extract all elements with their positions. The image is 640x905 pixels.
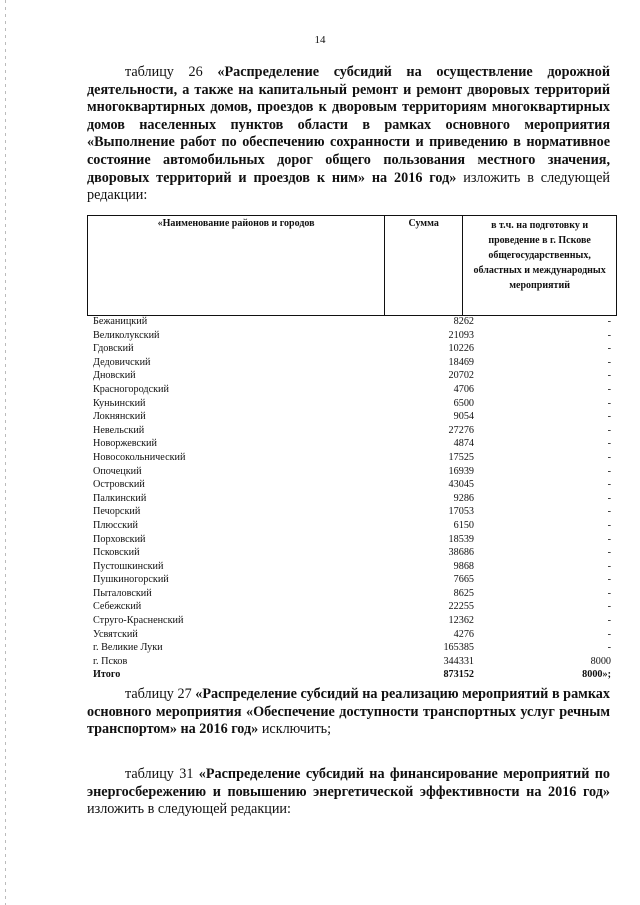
table-row: [87, 410, 617, 424]
sum-value: 8262: [453, 316, 474, 327]
district-name: Новосокольнический: [93, 451, 186, 463]
extra-value: -: [607, 533, 611, 545]
paragraph-lead: таблицу 27: [125, 686, 196, 702]
table-row: [87, 342, 617, 356]
sum-value: 16939: [448, 465, 474, 477]
table-row: [87, 546, 617, 560]
district-name: Пыталовский: [93, 587, 152, 599]
sum-value: 18539: [448, 533, 474, 545]
extra-value: -: [607, 492, 611, 504]
paragraph-lead: таблицу 31: [125, 766, 199, 782]
sum-value: 18469: [448, 356, 474, 368]
column-header-sum: Сумма: [385, 216, 463, 316]
table-total-row: [87, 668, 617, 682]
table-row: [87, 573, 617, 587]
table-row: [87, 383, 617, 397]
table-row: [87, 655, 617, 669]
extra-value: -: [607, 424, 611, 436]
district-name: Опочецкий: [93, 465, 142, 477]
sum-value: 4276: [453, 628, 474, 640]
district-name: Красногородский: [93, 383, 169, 395]
paragraph-bold-title: «Распределение субсидий на осуществление дорожной деятельности, а также на капитальный ремонт и ремонт дворовых территорий многоквартирных домов, проездов к дворовым территориям многоквартирных домов населенных пунктов области в рамках основного мероприятия «Выполнение работ по обеспечению сохранности и приведению в нормативное состояние автомобильных дорог общего пользования местного значения, дворовых территорий и проездов к ним» на 2016 год»: [87, 64, 610, 186]
sum-value: 4874: [453, 438, 474, 450]
table-row: [87, 478, 617, 492]
table-row: [87, 329, 617, 343]
extra-value: 8000: [590, 655, 611, 667]
paragraph-table-31: [87, 766, 610, 819]
extra-value: -: [607, 628, 611, 640]
table-row: [87, 533, 617, 547]
sum-value: 22255: [448, 601, 474, 613]
sum-value: 6150: [453, 519, 474, 531]
table-row: [87, 451, 617, 465]
district-name: Палкинский: [93, 492, 147, 504]
table-row: [87, 560, 617, 574]
district-name: Гдовский: [93, 343, 134, 355]
paragraph-table-26: [87, 64, 610, 205]
table-row: [87, 437, 617, 451]
district-name: Струго-Красненский: [93, 615, 184, 627]
table-row: [87, 492, 617, 506]
table-row: [87, 315, 617, 329]
table-row: [87, 397, 617, 411]
extra-value: 8000»;: [582, 669, 611, 681]
extra-value: -: [607, 383, 611, 395]
extra-value: -: [607, 438, 611, 450]
table-row: [87, 587, 617, 601]
sum-value: 17053: [448, 506, 474, 518]
sum-value: 873152: [443, 669, 474, 681]
table-header: [87, 215, 617, 316]
district-name: Плюсский: [93, 519, 138, 531]
extra-value: -: [607, 615, 611, 627]
paragraph-tail: изложить в следующей редакции:: [87, 801, 291, 818]
district-name: Локнянский: [93, 411, 146, 423]
district-name: Печорский: [93, 506, 141, 518]
paragraph-lead: таблицу 26: [125, 64, 218, 80]
table-row: [87, 628, 617, 642]
extra-value: -: [607, 465, 611, 477]
district-name: Пушкиногорский: [93, 574, 169, 586]
table-row: [87, 519, 617, 533]
district-name: Островский: [93, 479, 145, 491]
sum-value: 4706: [453, 383, 474, 395]
extra-value: -: [607, 370, 611, 382]
sum-value: 9054: [453, 411, 474, 423]
sum-value: 21093: [448, 329, 474, 341]
district-name: Куньинский: [93, 397, 146, 409]
extra-value: -: [607, 479, 611, 491]
extra-value: -: [607, 411, 611, 423]
paragraph-table-27: [87, 686, 610, 739]
extra-value: -: [607, 329, 611, 341]
district-name: Великолукский: [93, 329, 160, 341]
sum-value: 9286: [453, 492, 474, 504]
extra-value: -: [607, 397, 611, 409]
district-name: г. Псков: [93, 655, 128, 667]
page-number: 14: [314, 34, 326, 46]
sum-value: 43045: [448, 479, 474, 491]
extra-value: -: [607, 642, 611, 654]
sum-value: 12362: [448, 615, 474, 627]
extra-value: -: [607, 506, 611, 518]
extra-value: -: [607, 356, 611, 368]
table-row: [87, 641, 617, 655]
sum-value: 27276: [448, 424, 474, 436]
scan-margin-line: [5, 0, 6, 905]
table-row: [87, 424, 617, 438]
sum-value: 9868: [453, 560, 474, 572]
paragraph-tail: исключить;: [258, 721, 332, 738]
sum-value: 10226: [448, 343, 474, 355]
district-name: Дедовичский: [93, 356, 151, 368]
paragraph-tail: изложить в следующей редакции:: [87, 169, 610, 204]
paragraph-bold-title: «Распределение субсидий на реализацию мероприятий в рамках основного мероприятия «Обеспечение доступности транспортных услуг речным транспортом» на 2016 год»: [87, 686, 610, 738]
table-row: [87, 465, 617, 479]
district-name: Пустошкинский: [93, 560, 164, 572]
column-header-extra: в т.ч. на подготовку и проведение в г. Пскове общегосударственных, областных и международных мероприятий: [463, 216, 617, 316]
district-name: Невельский: [93, 424, 145, 436]
extra-value: -: [607, 601, 611, 613]
sum-value: 7665: [453, 574, 474, 586]
column-header-name: «Наименование районов и городов: [88, 216, 385, 316]
extra-value: -: [607, 316, 611, 327]
extra-value: -: [607, 547, 611, 559]
district-name: Итого: [93, 669, 121, 681]
district-name: г. Великие Луки: [93, 642, 163, 654]
sum-value: 344331: [443, 655, 474, 667]
table-row: [87, 600, 617, 614]
district-name: Усвятский: [93, 628, 138, 640]
table-row: [87, 614, 617, 628]
extra-value: -: [607, 451, 611, 463]
district-name: Себежский: [93, 601, 142, 613]
extra-value: -: [607, 574, 611, 586]
extra-value: -: [607, 587, 611, 599]
paragraph-bold-title: «Распределение субсидий на финансирование мероприятий по энергосбережению и повышению энергетической эффективности на 2016 год»: [87, 766, 610, 800]
table-body: [87, 315, 617, 682]
district-name: Дновский: [93, 370, 136, 382]
district-name: Псковский: [93, 547, 140, 559]
table-row: [87, 505, 617, 519]
sum-value: 38686: [448, 547, 474, 559]
sum-value: 165385: [443, 642, 474, 654]
district-name: Бежаницкий: [93, 316, 148, 327]
extra-value: -: [607, 560, 611, 572]
district-name: Новоржевский: [93, 438, 157, 450]
sum-value: 20702: [448, 370, 474, 382]
sum-value: 17525: [448, 451, 474, 463]
extra-value: -: [607, 519, 611, 531]
table-row: [87, 369, 617, 383]
extra-value: -: [607, 343, 611, 355]
sum-value: 6500: [453, 397, 474, 409]
sum-value: 8625: [453, 587, 474, 599]
district-name: Порховский: [93, 533, 146, 545]
table-row: [87, 356, 617, 370]
